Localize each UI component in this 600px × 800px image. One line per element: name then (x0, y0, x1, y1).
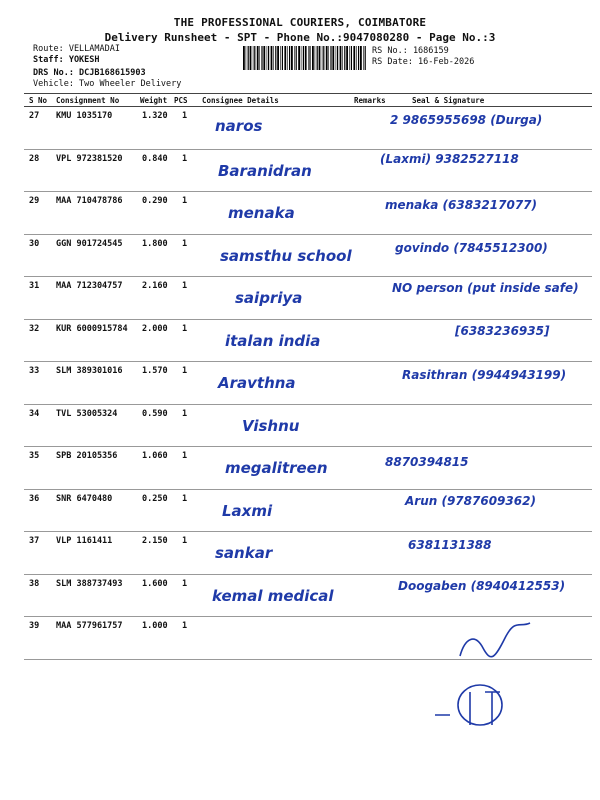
consignee-handwriting: Aravthna (218, 374, 296, 392)
table-row (24, 192, 592, 235)
row-sno: 31 (29, 281, 40, 291)
row-sno: 37 (29, 536, 40, 546)
consignee-handwriting: megalitreen (225, 459, 328, 477)
table-row (24, 490, 592, 533)
table-row (24, 405, 592, 448)
consignee-handwriting: saipriya (235, 289, 303, 307)
row-sno: 34 (29, 408, 40, 419)
col-sno: S No (29, 96, 48, 105)
signature-handwriting: govindo (7845512300) (395, 240, 548, 255)
row-pcs: 1 (182, 578, 188, 589)
company-title: THE PROFESSIONAL COURIERS, COIMBATORE (173, 16, 427, 29)
row-sno: 29 (29, 196, 40, 206)
row-weight: 0.250 (142, 493, 168, 504)
row-consignment: TVL 53005324 (56, 408, 118, 419)
signature-handwriting: Rasithran (9944943199) (402, 368, 567, 382)
signature-handwriting: Arun (9787609362) (405, 493, 536, 508)
table-header (24, 94, 592, 107)
row-weight: 1.600 (142, 578, 168, 589)
col-pcs: PCS (174, 96, 188, 105)
row-pcs: 1 (182, 238, 188, 249)
signature-handwriting: [6383236935] (455, 323, 550, 338)
consignee-handwriting: menaka (228, 204, 295, 222)
row-consignment: MAA 577961757 (56, 621, 123, 631)
table-row (24, 575, 592, 618)
row-sno: 39 (29, 621, 40, 631)
initials-mark (430, 680, 510, 734)
row-weight: 2.160 (142, 281, 168, 291)
table-row (24, 362, 592, 405)
signature-handwriting: (Laxmi) 9382527118 (380, 151, 519, 166)
row-pcs: 1 (182, 536, 188, 546)
row-sno: 30 (29, 238, 40, 249)
route-label: Route: VELLAMADAI (33, 44, 120, 54)
vehicle-label: Vehicle: Two Wheeler Delivery (33, 79, 182, 89)
col-seal: Seal & Signature (412, 96, 485, 105)
signature-handwriting: 8870394815 (385, 455, 469, 469)
row-sno: 38 (29, 578, 40, 589)
consignee-handwriting: Vishnu (242, 416, 300, 435)
col-remarks: Remarks (354, 96, 386, 105)
runsheet-table (24, 93, 592, 660)
row-pcs: 1 (182, 196, 188, 206)
table-row (24, 277, 592, 320)
row-weight: 1.060 (142, 451, 168, 461)
row-sno: 35 (29, 451, 40, 461)
row-weight: 0.590 (142, 408, 168, 419)
row-sno: 36 (29, 493, 40, 504)
staff-label: Staff: YOKESH (33, 55, 100, 65)
row-consignment: GGN 901724545 (56, 238, 123, 249)
signature-scribble (455, 618, 535, 667)
signature-handwriting: 6381131388 (408, 538, 492, 552)
consignee-handwriting: sankar (215, 544, 273, 562)
row-sno: 27 (29, 111, 40, 121)
rs-info (372, 46, 474, 68)
consignee-handwriting: kemal medical (212, 586, 334, 605)
row-pcs: 1 (182, 111, 188, 121)
consignee-handwriting: italan india (225, 331, 321, 350)
col-consignee: Consignee Details (202, 96, 279, 105)
row-consignment: SLM 389301016 (56, 366, 123, 376)
row-sno: 32 (29, 323, 40, 334)
row-consignment: SNR 6470480 (56, 493, 113, 504)
row-weight: 0.290 (142, 196, 168, 206)
table-row (24, 320, 592, 363)
row-consignment: SLM 388737493 (56, 578, 123, 589)
signature-handwriting: menaka (6383217077) (385, 198, 538, 212)
row-pcs: 1 (182, 281, 188, 291)
table-row (24, 447, 592, 490)
col-consignment: Consignment No (56, 96, 120, 105)
row-weight: 1.570 (142, 366, 168, 376)
consignee-handwriting: Laxmi (222, 501, 273, 520)
row-consignment: SPB 20105356 (56, 451, 118, 461)
row-pcs: 1 (182, 451, 188, 461)
row-weight: 1.000 (142, 621, 168, 631)
row-weight: 2.150 (142, 536, 168, 546)
table-row (24, 150, 592, 193)
runsheet-subtitle: Delivery Runsheet - SPT - Phone No.:9047080280 - Page No.:3 (104, 31, 496, 44)
signature-handwriting: 2 9865955698 (Durga) (390, 113, 543, 127)
row-consignment: KMU 1035170 (56, 111, 113, 121)
row-weight: 0.840 (142, 153, 168, 164)
col-weight: Weight (140, 96, 168, 105)
rs-number: RS No.: 1686159 (372, 46, 449, 56)
row-pcs: 1 (182, 323, 188, 334)
table-row (24, 107, 592, 150)
document-header (0, 16, 600, 44)
row-weight: 1.800 (142, 238, 168, 249)
row-sno: 33 (29, 366, 40, 376)
table-row (24, 235, 592, 278)
row-sno: 28 (29, 153, 40, 164)
row-weight: 2.000 (142, 323, 168, 334)
signature-handwriting: NO person (put inside safe) (392, 281, 579, 295)
consignee-handwriting: Baranidran (218, 161, 312, 180)
barcode (243, 46, 369, 70)
row-consignment: MAA 712304757 (56, 281, 123, 291)
row-pcs: 1 (182, 408, 188, 419)
row-consignment: KUR 6000915784 (56, 323, 128, 334)
row-pcs: 1 (182, 153, 188, 164)
row-weight: 1.320 (142, 111, 168, 121)
row-consignment: VLP 1161411 (56, 536, 113, 546)
row-pcs: 1 (182, 621, 188, 631)
drs-number: DRS No.: DCJB168615903 (33, 68, 146, 78)
consignee-handwriting: naros (215, 117, 263, 135)
route-info (33, 44, 181, 90)
row-pcs: 1 (182, 493, 188, 504)
row-consignment: VPL 972381520 (56, 153, 123, 164)
row-consignment: MAA 710478786 (56, 196, 123, 206)
row-pcs: 1 (182, 366, 188, 376)
signature-handwriting: Doogaben (8940412553) (398, 578, 566, 593)
consignee-handwriting: samsthu school (220, 246, 352, 265)
rs-date: RS Date: 16-Feb-2026 (372, 57, 475, 67)
table-row (24, 532, 592, 575)
